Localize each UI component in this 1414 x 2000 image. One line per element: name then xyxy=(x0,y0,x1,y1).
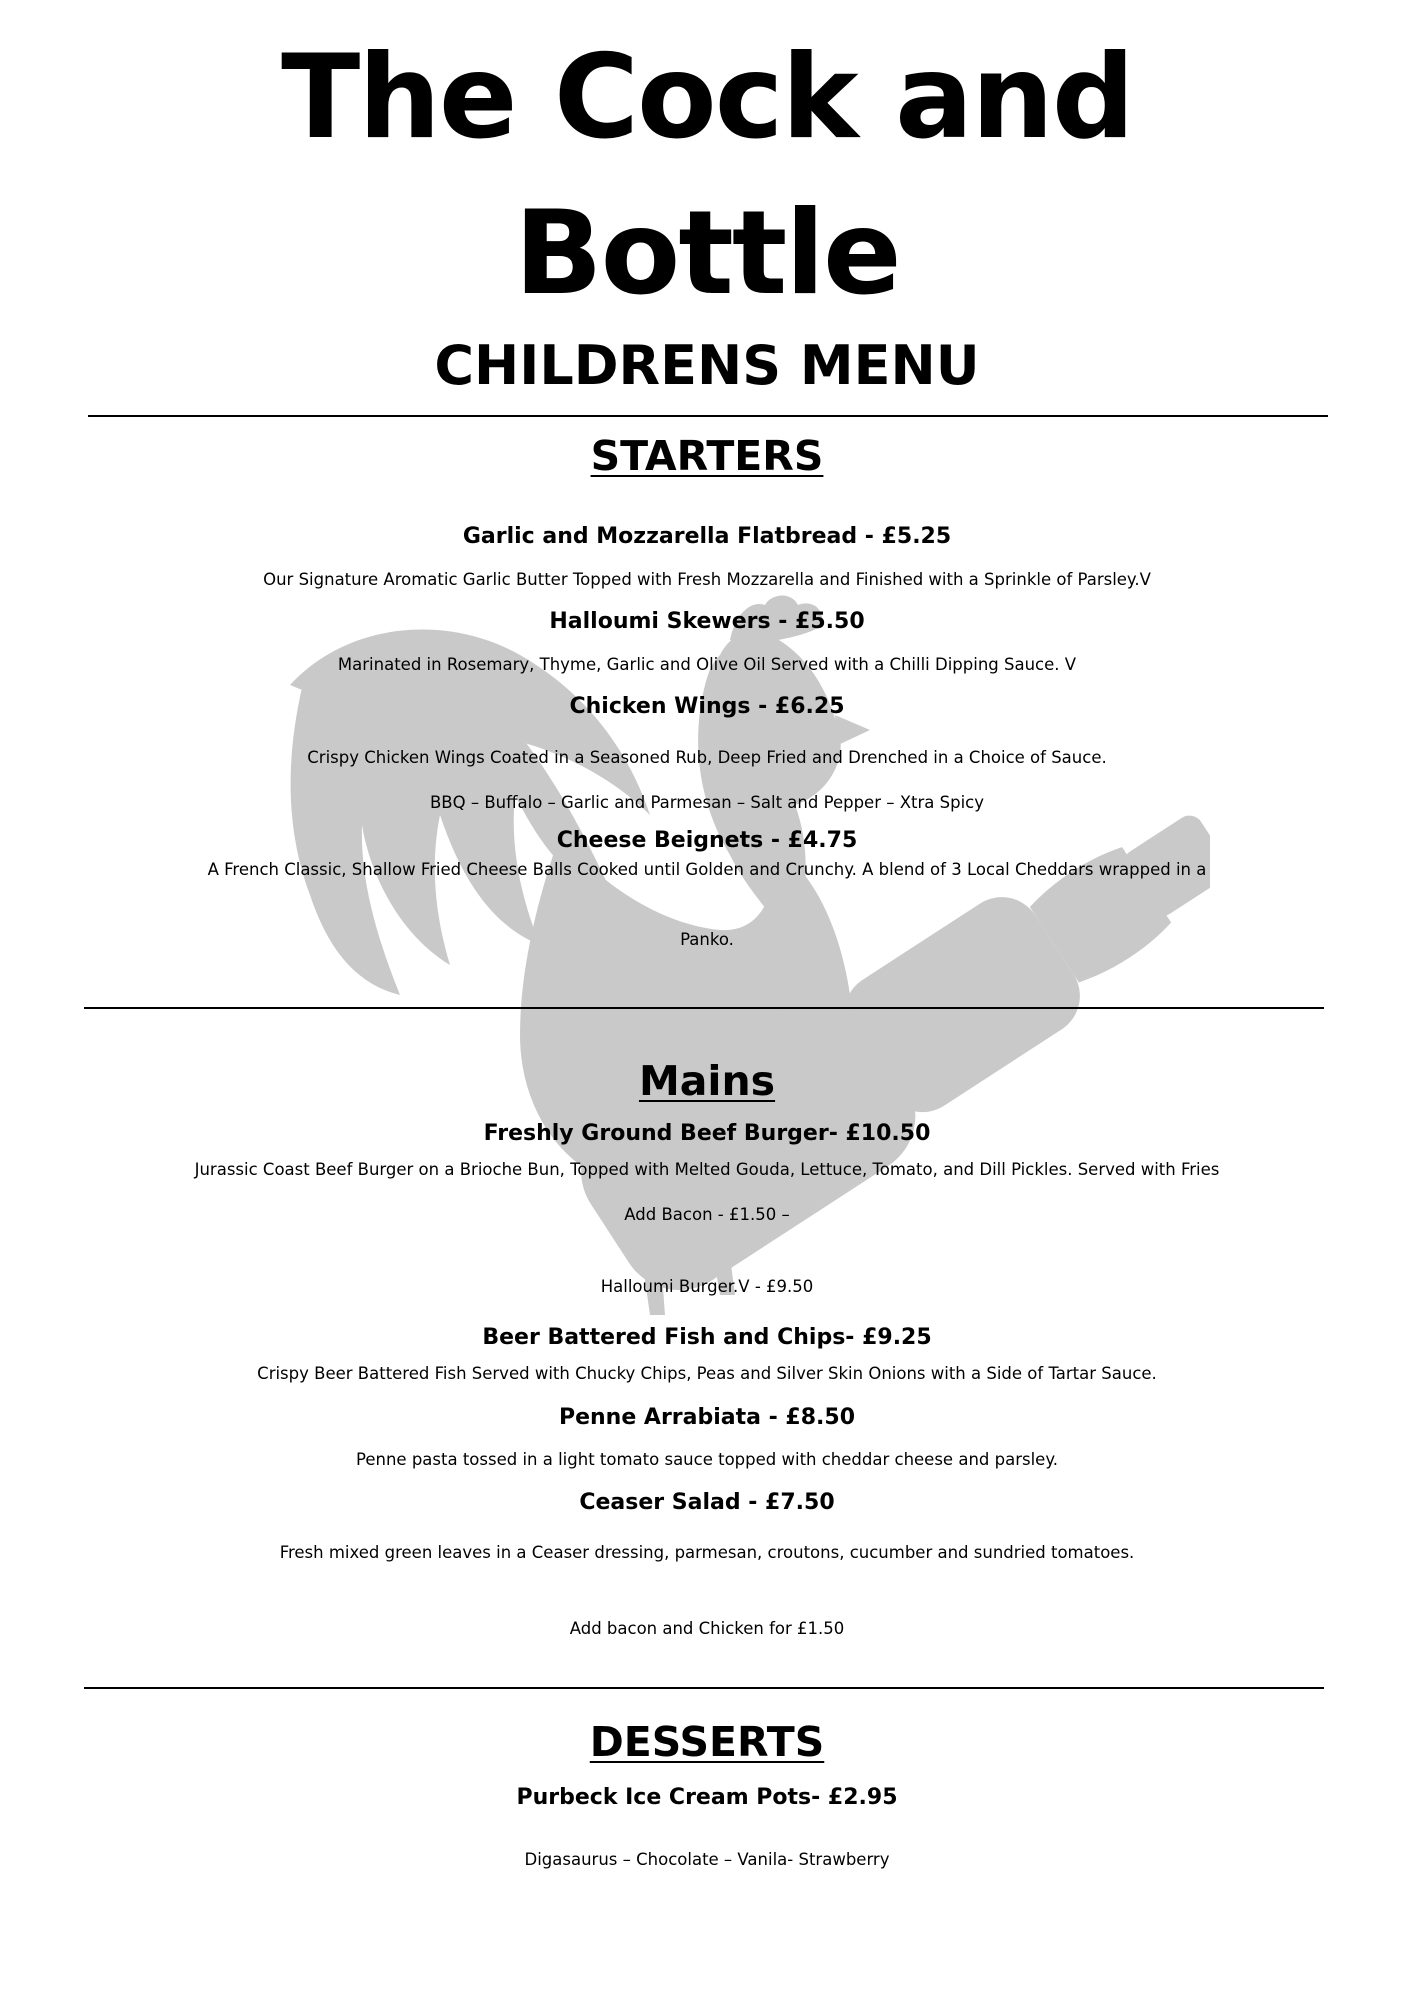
starter-item-sauce-options: BBQ – Buffalo – Garlic and Parmesan – Salt and Pepper – Xtra Spicy xyxy=(429,793,985,812)
starter-item-description-continued: Panko. xyxy=(680,930,734,949)
main-item-title: Freshly Ground Beef Burger- £10.50 xyxy=(483,1121,931,1146)
restaurant-name-line1: The Cock and xyxy=(281,30,1133,165)
main-item-description: Penne pasta tossed in a light tomato sauce topped with cheddar cheese and parsley. xyxy=(356,1450,1058,1469)
starters-heading: STARTERS xyxy=(590,432,824,480)
desserts-heading: DESSERTS xyxy=(589,1718,825,1766)
header-divider xyxy=(88,415,1328,417)
starter-item-title: Garlic and Mozzarella Flatbread - £5.25 xyxy=(462,524,952,549)
mains-divider xyxy=(84,1687,1324,1689)
main-item-title: Penne Arrabiata - £8.50 xyxy=(558,1405,856,1430)
dessert-item-title: Purbeck Ice Cream Pots- £2.95 xyxy=(516,1785,898,1810)
main-item-addon: Add bacon and Chicken for £1.50 xyxy=(569,1619,845,1638)
main-item-description: Jurassic Coast Beef Burger on a Brioche Bun, Topped with Melted Gouda, Lettuce, Tomato, and Dill Pickles. Served with Fries xyxy=(194,1160,1220,1179)
main-item-title: Ceaser Salad - £7.50 xyxy=(579,1490,835,1515)
main-item-alternative: Halloumi Burger.V - £9.50 xyxy=(600,1277,814,1296)
starters-divider xyxy=(84,1007,1324,1009)
starter-item-title: Halloumi Skewers - £5.50 xyxy=(549,609,865,634)
main-item-title: Beer Battered Fish and Chips- £9.25 xyxy=(482,1325,932,1350)
starter-item-description: A French Classic, Shallow Fried Cheese Balls Cooked until Golden and Crunchy. A blend of 3 Local Cheddars wrapped in a xyxy=(207,860,1207,879)
main-item-description: Fresh mixed green leaves in a Ceaser dressing, parmesan, croutons, cucumber and sundried tomatoes. xyxy=(279,1543,1135,1562)
starter-item-title: Chicken Wings - £6.25 xyxy=(569,694,845,719)
main-item-description: Crispy Beer Battered Fish Served with Chucky Chips, Peas and Silver Skin Onions with a Side of Tartar Sauce. xyxy=(257,1364,1157,1383)
mains-heading: Mains xyxy=(638,1057,776,1105)
menu-subtitle: CHILDRENS MENU xyxy=(434,334,980,397)
starter-item-description: Marinated in Rosemary, Thyme, Garlic and Olive Oil Served with a Chilli Dipping Sauce. V xyxy=(337,655,1077,674)
restaurant-name-line2: Bottle xyxy=(514,186,900,321)
dessert-item-flavours: Digasaurus – Chocolate – Vanila- Strawberry xyxy=(524,1850,890,1869)
main-item-addon: Add Bacon - £1.50 – xyxy=(624,1205,790,1224)
starter-item-description: Crispy Chicken Wings Coated in a Seasoned Rub, Deep Fried and Drenched in a Choice of Sauce. xyxy=(307,748,1107,767)
starter-item-title: Cheese Beignets - £4.75 xyxy=(556,828,858,853)
starter-item-description: Our Signature Aromatic Garlic Butter Topped with Fresh Mozzarella and Finished with a Sprinkle of Parsley.V xyxy=(263,570,1151,589)
